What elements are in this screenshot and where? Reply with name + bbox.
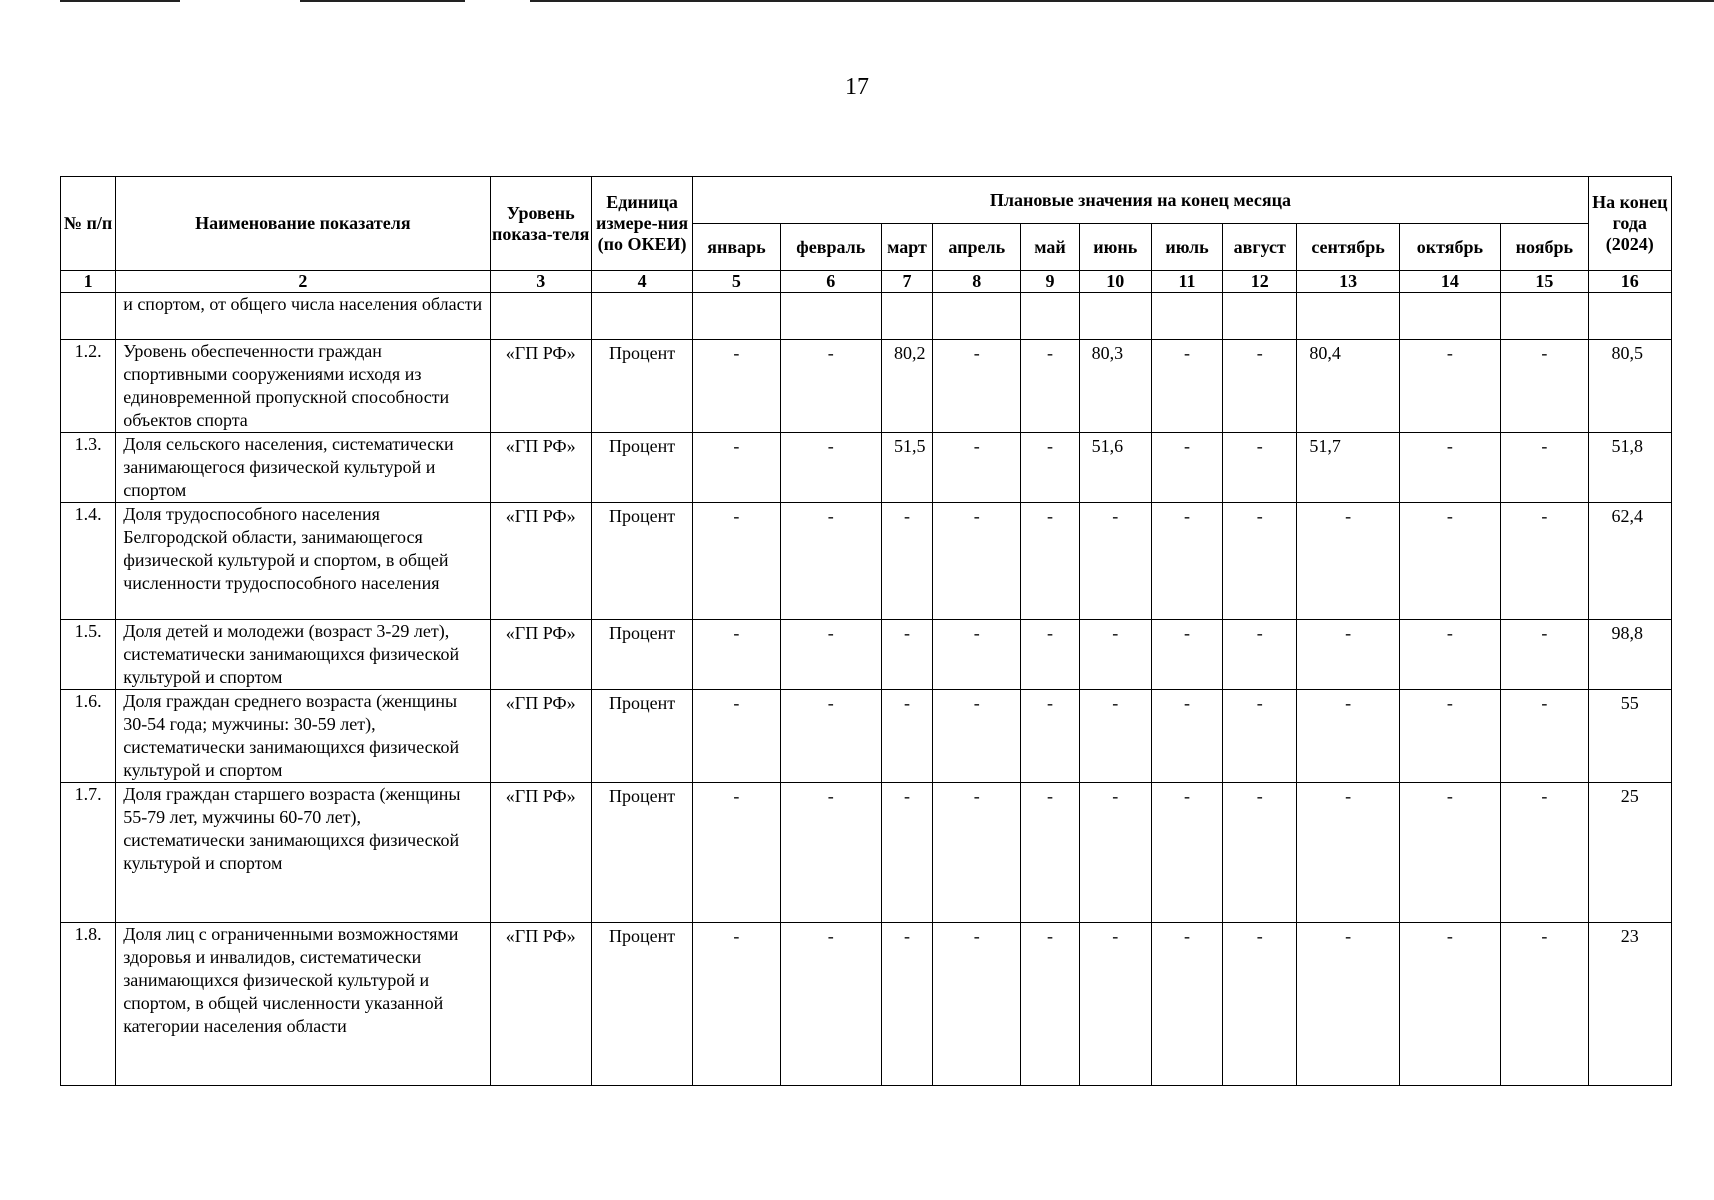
indicator-level	[490, 293, 591, 340]
indicator-name: и спортом, от общего числа населения области	[116, 293, 490, 340]
indicator-name: Уровень обеспеченности граждан спортивными сооружениями исходя из единовременной пропускной способности объектов спорта	[116, 340, 490, 433]
month-value: -	[780, 923, 881, 1086]
month-value: -	[693, 620, 780, 690]
month-value: -	[1079, 783, 1151, 923]
indicator-level: «ГП РФ»	[490, 340, 591, 433]
month-value: -	[1223, 340, 1297, 433]
indicator-name: Доля граждан старшего возраста (женщины 55-79 лет, мужчины 60-70 лет), систематически занимающихся физической культурой и спортом	[116, 783, 490, 923]
header-month: май	[1021, 224, 1079, 271]
month-value: -	[693, 783, 780, 923]
table-header	[61, 177, 1672, 271]
month-value: -	[933, 433, 1021, 503]
column-number: 14	[1399, 271, 1500, 293]
row-number: 1.5.	[61, 620, 116, 690]
month-value: -	[1501, 690, 1588, 783]
month-value: -	[1151, 783, 1222, 923]
column-number: 6	[780, 271, 881, 293]
indicator-name: Доля сельского населения, систематически занимающегося физической культурой и спортом	[116, 433, 490, 503]
year-end-value	[1588, 293, 1671, 340]
month-value: -	[1501, 783, 1588, 923]
month-value: -	[881, 923, 932, 1086]
year-end-value: 23	[1588, 923, 1671, 1086]
month-value: -	[1399, 783, 1500, 923]
header-level: Уровень показа-теля	[490, 177, 591, 271]
indicator-level: «ГП РФ»	[490, 433, 591, 503]
header-num: № п/п	[61, 177, 116, 271]
month-value: -	[780, 433, 881, 503]
header-month: ноябрь	[1501, 224, 1588, 271]
month-value: -	[1223, 503, 1297, 620]
month-value: -	[1399, 503, 1500, 620]
table-body	[61, 293, 1672, 1086]
column-number: 3	[490, 271, 591, 293]
month-value: -	[933, 783, 1021, 923]
month-value: -	[1399, 340, 1500, 433]
indicator-level: «ГП РФ»	[490, 620, 591, 690]
month-value: -	[1399, 433, 1500, 503]
column-number: 4	[591, 271, 692, 293]
row-number: 1.8.	[61, 923, 116, 1086]
month-value	[1501, 293, 1588, 340]
month-value: -	[1079, 620, 1151, 690]
month-value: -	[1501, 923, 1588, 1086]
month-value: -	[1297, 923, 1399, 1086]
month-value: -	[693, 433, 780, 503]
month-value	[693, 293, 780, 340]
header-unit: Единица измере-ния (по ОКЕИ)	[591, 177, 692, 271]
column-number: 10	[1079, 271, 1151, 293]
row-number: 1.4.	[61, 503, 116, 620]
column-number: 2	[116, 271, 490, 293]
indicator-unit: Процент	[591, 783, 692, 923]
table-row	[61, 340, 1672, 433]
header-name: Наименование показателя	[116, 177, 490, 271]
month-value: -	[933, 503, 1021, 620]
indicator-unit: Процент	[591, 620, 692, 690]
month-value: -	[1399, 923, 1500, 1086]
scan-edge-line	[530, 0, 1714, 2]
row-number: 1.7.	[61, 783, 116, 923]
year-end-value: 98,8	[1588, 620, 1671, 690]
indicator-unit: Процент	[591, 433, 692, 503]
table-row	[61, 620, 1672, 690]
column-number: 8	[933, 271, 1021, 293]
year-end-value: 55	[1588, 690, 1671, 783]
month-value: -	[1399, 620, 1500, 690]
month-value	[1399, 293, 1500, 340]
header-plan-group: Плановые значения на конец месяца	[693, 177, 1588, 224]
indicator-level: «ГП РФ»	[490, 783, 591, 923]
month-value: -	[1501, 340, 1588, 433]
month-value: -	[1021, 620, 1079, 690]
month-value: 51,6	[1079, 433, 1151, 503]
month-value: -	[881, 503, 932, 620]
month-value: -	[780, 503, 881, 620]
month-value: -	[881, 690, 932, 783]
month-value: -	[1223, 620, 1297, 690]
month-value: -	[1021, 433, 1079, 503]
scan-edge-line	[300, 0, 465, 2]
indicator-name: Доля трудоспособного населения Белгородской области, занимающегося физической культурой и спортом, в общей численности трудоспособного населения	[116, 503, 490, 620]
month-value: 51,5	[881, 433, 932, 503]
year-end-value: 51,8	[1588, 433, 1671, 503]
header-month: октябрь	[1399, 224, 1500, 271]
month-value: -	[1021, 503, 1079, 620]
month-value: -	[1297, 620, 1399, 690]
month-value: -	[1501, 503, 1588, 620]
month-value: -	[1021, 783, 1079, 923]
month-value: -	[1079, 690, 1151, 783]
month-value: -	[693, 923, 780, 1086]
month-value: -	[881, 783, 932, 923]
table-row	[61, 433, 1672, 503]
year-end-value: 25	[1588, 783, 1671, 923]
month-value: -	[933, 340, 1021, 433]
indicator-name: Доля детей и молодежи (возраст 3-29 лет), систематически занимающихся физической культурой и спортом	[116, 620, 490, 690]
indicator-level: «ГП РФ»	[490, 923, 591, 1086]
year-end-value: 80,5	[1588, 340, 1671, 433]
year-end-value: 62,4	[1588, 503, 1671, 620]
month-value: -	[780, 783, 881, 923]
month-value: -	[1021, 690, 1079, 783]
table-row	[61, 503, 1672, 620]
month-value: -	[933, 923, 1021, 1086]
month-value: -	[1297, 503, 1399, 620]
month-value: -	[1223, 690, 1297, 783]
month-value: -	[1297, 783, 1399, 923]
row-number	[61, 293, 116, 340]
indicator-unit: Процент	[591, 923, 692, 1086]
header-month: февраль	[780, 224, 881, 271]
month-value	[933, 293, 1021, 340]
month-value: -	[933, 690, 1021, 783]
scan-edge-line	[60, 0, 180, 2]
month-value: 80,3	[1079, 340, 1151, 433]
month-value: -	[1151, 503, 1222, 620]
month-value: -	[1297, 690, 1399, 783]
month-value: -	[780, 340, 881, 433]
row-number: 1.2.	[61, 340, 116, 433]
column-number: 1	[61, 271, 116, 293]
month-value: -	[1223, 923, 1297, 1086]
table-row	[61, 293, 1672, 340]
indicator-unit	[591, 293, 692, 340]
month-value: 51,7	[1297, 433, 1399, 503]
month-value: -	[780, 620, 881, 690]
header-month: июль	[1151, 224, 1222, 271]
month-value: -	[1151, 690, 1222, 783]
month-value: -	[1021, 923, 1079, 1086]
indicators-table	[60, 176, 1672, 1086]
header-month: март	[881, 224, 932, 271]
month-value: -	[693, 340, 780, 433]
month-value: -	[1151, 923, 1222, 1086]
table-row	[61, 690, 1672, 783]
indicator-name: Доля граждан среднего возраста (женщины 30-54 года; мужчины: 30-59 лет), систематически занимающихся физической культурой и спортом	[116, 690, 490, 783]
month-value	[1223, 293, 1297, 340]
column-numbers-row	[61, 271, 1672, 293]
month-value	[1079, 293, 1151, 340]
month-value: -	[1151, 433, 1222, 503]
column-number: 16	[1588, 271, 1671, 293]
column-number: 15	[1501, 271, 1588, 293]
row-number: 1.6.	[61, 690, 116, 783]
month-value: -	[1151, 620, 1222, 690]
month-value: -	[693, 690, 780, 783]
indicator-unit: Процент	[591, 340, 692, 433]
header-month: январь	[693, 224, 780, 271]
month-value	[780, 293, 881, 340]
month-value	[1021, 293, 1079, 340]
month-value: -	[1223, 433, 1297, 503]
column-number: 9	[1021, 271, 1079, 293]
header-year-end: На конец года (2024)	[1588, 177, 1671, 271]
table-row	[61, 783, 1672, 923]
table-row	[61, 923, 1672, 1086]
month-value: -	[1501, 620, 1588, 690]
header-month: август	[1223, 224, 1297, 271]
month-value: -	[1223, 783, 1297, 923]
column-number: 11	[1151, 271, 1222, 293]
month-value: -	[1399, 690, 1500, 783]
month-value: -	[1021, 340, 1079, 433]
month-value: -	[1079, 923, 1151, 1086]
indicator-unit: Процент	[591, 690, 692, 783]
month-value: 80,4	[1297, 340, 1399, 433]
page-number: 17	[845, 74, 869, 100]
month-value: -	[1079, 503, 1151, 620]
header-month: апрель	[933, 224, 1021, 271]
month-value: -	[780, 690, 881, 783]
indicator-level: «ГП РФ»	[490, 503, 591, 620]
column-number: 13	[1297, 271, 1399, 293]
month-value: -	[1151, 340, 1222, 433]
month-value	[1151, 293, 1222, 340]
month-value	[881, 293, 932, 340]
month-value: -	[1501, 433, 1588, 503]
indicator-name: Доля лиц с ограниченными возможностями здоровья и инвалидов, систематически занимающихся физической культурой и спортом, в общей численности указанной категории населения области	[116, 923, 490, 1086]
month-value: 80,2	[881, 340, 932, 433]
header-month: сентябрь	[1297, 224, 1399, 271]
month-value: -	[881, 620, 932, 690]
column-number: 12	[1223, 271, 1297, 293]
row-number: 1.3.	[61, 433, 116, 503]
indicator-level: «ГП РФ»	[490, 690, 591, 783]
column-number: 5	[693, 271, 780, 293]
month-value: -	[693, 503, 780, 620]
indicator-unit: Процент	[591, 503, 692, 620]
column-number: 7	[881, 271, 932, 293]
header-month: июнь	[1079, 224, 1151, 271]
month-value	[1297, 293, 1399, 340]
month-value: -	[933, 620, 1021, 690]
